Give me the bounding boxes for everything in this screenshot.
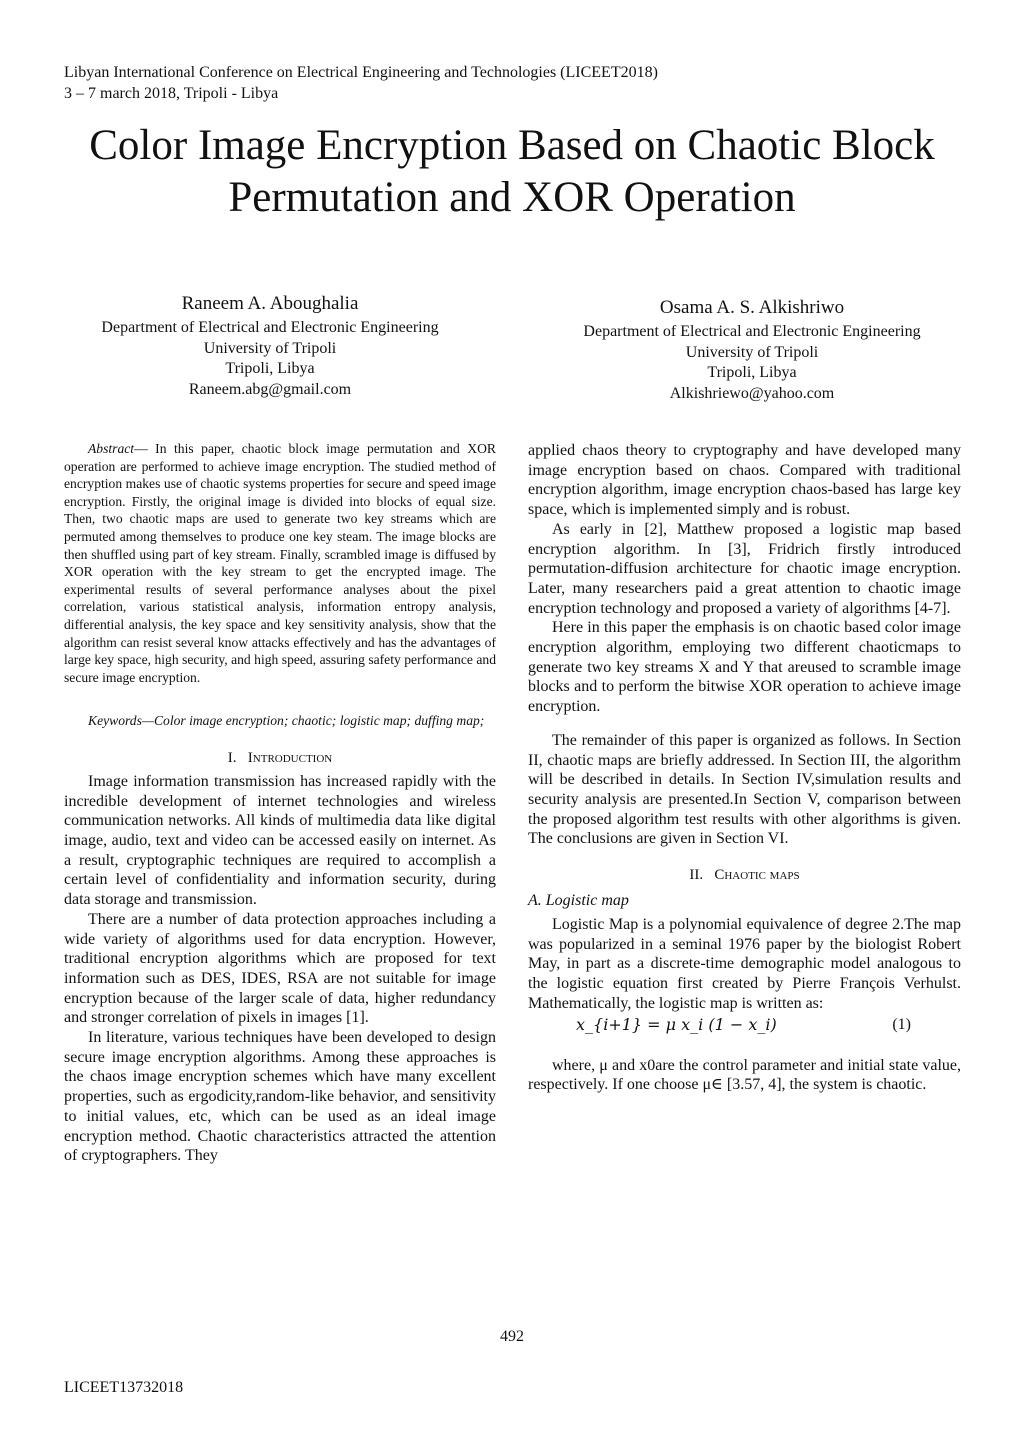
author-name: Osama A. S. Alkishriwo bbox=[659, 297, 845, 318]
footer-id: LICEET13732018 bbox=[64, 1379, 184, 1396]
logistic-map-body bbox=[528, 915, 961, 1014]
paragraph: applied chaos theory to cryptography and have developed many image encryption based on chaos. Compared with traditional encryption algorithm, image encryption chaos-based has large key space, which is implemented simply and is robust. bbox=[528, 442, 961, 519]
author-city: Tripoli, Libya bbox=[707, 364, 797, 381]
paragraph: In literature, various techniques have been developed to design secure image encryption algorithms. Among these approaches is the chaos image encryption schemes which have many excellent properties, such as ergodicity,random-like behavior, and sensitivity to initial values, etc, which can be used as an ideal image encryption method. Chaotic characteristics attracted the attention of cryptographers. They bbox=[64, 1029, 496, 1165]
author-name: Raneem A. Aboughalia bbox=[181, 293, 359, 314]
section-heading-introduction bbox=[64, 748, 496, 768]
author-email: Alkishriewo@yahoo.com bbox=[669, 384, 835, 402]
paragraph: Image information transmission has increased rapidly with the incredible development of internet technologies and wireless communication networks. All kinds of multimedia data like digital image, audio, text and video can be accessed easily on internet. As a result, cryptographic techniques are required to accomplish a certain level of confidentiality and information security, during data storage and transmission. bbox=[64, 772, 496, 909]
section-title: Chaotic maps bbox=[714, 867, 800, 884]
author-department: Department of Electrical and Electronic Engineering bbox=[101, 319, 439, 336]
abstract bbox=[64, 440, 496, 686]
abstract-label: Abstract bbox=[88, 441, 135, 456]
equation-1 bbox=[528, 1014, 961, 1040]
keywords: Keywords—Color image encryption; chaotic; logistic map; duffing map; bbox=[88, 713, 485, 729]
paper-title bbox=[40, 120, 984, 224]
conference-name: Libyan International Conference on Electrical Engineering and Technologies (LICEET2018) bbox=[64, 64, 658, 81]
section-number: II. bbox=[689, 867, 704, 884]
section-number: I. bbox=[227, 749, 237, 766]
equation-explanation bbox=[528, 1056, 961, 1095]
author-university: University of Tripoli bbox=[203, 339, 337, 357]
paragraph: Here in this paper the emphasis is on chaotic based color image encryption algorithm, employing two different chaoticmaps to generate two key streams X and Y that areused to scramble image blocks and to perform the bitwise XOR operation to achieve image encryption. bbox=[528, 619, 961, 716]
page-number: 492 bbox=[500, 1328, 524, 1345]
author-email: Raneem.abg@gmail.com bbox=[188, 380, 352, 398]
paragraph: where, μ and x0are the control parameter and initial state value, respectively. If one choose μ∈ [3.57, 4], the system is chaotic. bbox=[528, 1056, 961, 1094]
paragraph: Logistic Map is a polynomial equivalence of degree 2.The map was popularized in a seminal 1976 paper by the biologist Robert May, in part as a discrete-time demographic model analogous to the logistic equation first created by Pierre François Verhulst. Mathematically, the logistic map is written as: bbox=[528, 916, 961, 1012]
conference-header bbox=[64, 62, 658, 104]
paragraph: As early in [2], Matthew proposed a logistic map based encryption algorithm. In [3], Fridrich firstly introduced permutation-diffusion architecture for chaotic image encryption. Later, many researchers paid a great attention to chaotic image encryption technology and proposed a variety of algorithms [4-7]. bbox=[528, 520, 961, 617]
author-city: Tripoli, Libya bbox=[225, 360, 315, 377]
paragraph: There are a number of data protection approaches including a wide variety of algorithms used for data encryption. However, traditional encryption algorithms which are proposed for text information such as DES, IDES, RSA are not suitable for image encryption because of the larger scale of data, higher redundancy and stronger correlation of pixels in images [1]. bbox=[64, 910, 496, 1027]
paragraph: The remainder of this paper is organized as follows. In Section II, chaotic maps are briefly addressed. In Section III, the algorithm will be described in details. In Section IV,simulation results and security analysis are presented.In Section V, comparison between the proposed algorithm test results with other algorithms is given. The conclusions are given in Section VI. bbox=[528, 731, 961, 848]
introduction-body bbox=[64, 772, 496, 1166]
author-block-1 bbox=[60, 292, 480, 400]
left-column bbox=[64, 440, 496, 1166]
equation-formula: x_{i+1} = μ x_i (1 − x_i) bbox=[576, 1014, 777, 1034]
paper-title-line-2: Permutation and XOR Operation bbox=[228, 174, 796, 221]
author-block-2 bbox=[542, 296, 962, 404]
section-title: Introduction bbox=[247, 749, 333, 766]
author-university: University of Tripoli bbox=[685, 343, 819, 361]
equation-number: (1) bbox=[892, 1015, 911, 1033]
paper-title-line-1: Color Image Encryption Based on Chaotic Block bbox=[89, 122, 935, 169]
conference-date-location: 3 – 7 march 2018, Tripoli - Libya bbox=[64, 85, 279, 102]
introduction-continued bbox=[528, 441, 961, 849]
author-department: Department of Electrical and Electronic Engineering bbox=[583, 323, 921, 340]
subsection-heading-logistic-map: A. Logistic map bbox=[528, 892, 629, 910]
abstract-text: — In this paper, chaotic block image permutation and XOR operation are performed to achieve image encryption. The studied method of encryption makes use of chaotic systems properties for secure and speed image encryption. Firstly, the original image is divided into blocks of equal size. Then, two chaotic maps are used to generate two key streams which are permuted among themselves to produce one key steam. The image blocks are then shuffled using part of key stream. Finally, scrambled image is diffused by XOR operation with the key stream to get the encrypted image. The experimental results of several performance analyses about the pixel correlation, various statistical analysis, information entropy analysis, differential analysis, the key space and key sensitivity analysis, show that the algorithm can resist several know attacks effectively and has the advantages of large key space, high security, and high speed, assuring safety performance and secure image encryption. bbox=[64, 441, 496, 685]
section-heading-chaotic-maps bbox=[528, 865, 961, 885]
right-column bbox=[528, 441, 961, 1095]
